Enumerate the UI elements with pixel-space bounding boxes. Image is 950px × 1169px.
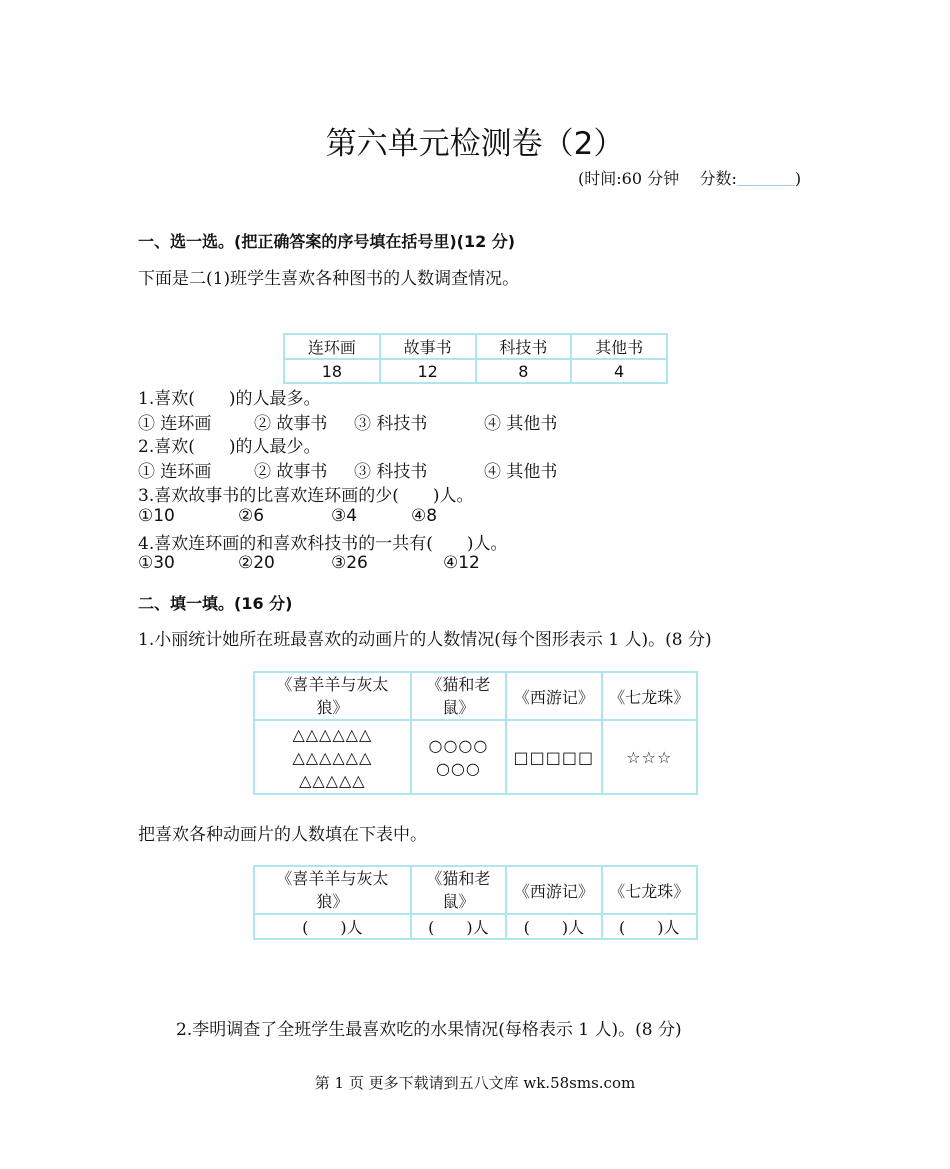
value-cell: 4	[571, 359, 667, 383]
header-cell: 连环画	[284, 334, 380, 359]
question-2-options	[138, 457, 557, 482]
value-cell: 18	[284, 359, 380, 383]
header-cell: 《西游记》	[506, 672, 601, 720]
option[interactable]: ① 连环画	[138, 462, 212, 482]
answer-blank-cell[interactable]: ( )人	[254, 914, 411, 939]
option[interactable]: ① 连环画	[138, 414, 212, 434]
circle-row: ○○○	[435, 759, 481, 778]
value-cell: 12	[380, 359, 476, 383]
close-paren: )	[794, 169, 802, 188]
option[interactable]: ④ 其他书	[484, 414, 558, 434]
answer-blank-cell[interactable]: ( )人	[602, 914, 697, 939]
triangle-tally-cell	[254, 720, 411, 794]
option[interactable]: ③4	[331, 506, 358, 526]
header-cell: 《七龙珠》	[602, 866, 697, 914]
option[interactable]: ② 故事书	[254, 414, 328, 434]
book-survey-table	[283, 333, 668, 384]
circle-row: ○○○○	[428, 736, 489, 755]
time-label: (时间:60 分钟	[578, 169, 680, 188]
triangle-row: △△△△△△	[292, 747, 373, 767]
value-cell: 8	[476, 359, 572, 383]
option[interactable]: ②6	[238, 506, 265, 526]
answer-blank-cell[interactable]: ( )人	[411, 914, 506, 939]
option[interactable]: ④8	[411, 506, 438, 526]
option[interactable]: ①30	[138, 553, 175, 573]
header-cell: 《喜羊羊与灰太 狼》	[254, 866, 411, 914]
section1-heading: 一、选一选。(把正确答案的序号填在括号里)(12 分)	[138, 232, 516, 251]
question-4-stem: 4.喜欢连环画的和喜欢科技书的一共有( )人。	[138, 534, 508, 554]
score-label: 分数:	[699, 169, 737, 188]
header-cell: 《猫和老 鼠》	[411, 866, 506, 914]
header-cell: 《七龙珠》	[602, 672, 697, 720]
option[interactable]: ③ 科技书	[354, 414, 428, 434]
score-blank[interactable]	[737, 171, 795, 186]
cartoon-tally-table	[253, 671, 698, 795]
page-footer: 第 1 页 更多下载请到五八文库 wk.58sms.com	[314, 1074, 636, 1092]
section2-heading: 二、填一填。(16 分)	[138, 594, 293, 613]
option[interactable]: ③ 科技书	[354, 462, 428, 482]
option[interactable]: ③26	[331, 553, 368, 573]
triangle-row: △△△△△	[299, 770, 366, 790]
option[interactable]: ④ 其他书	[484, 462, 558, 482]
section1-intro: 下面是二(1)班学生喜欢各种图书的人数调查情况。	[138, 269, 520, 289]
question-3-options	[138, 506, 437, 526]
section2-q1-stem: 1.小丽统计她所在班最喜欢的动画片的人数情况(每个图形表示 1 人)。(8 分)	[138, 630, 712, 650]
header-cell: 其他书	[571, 334, 667, 359]
question-3-stem: 3.喜欢故事书的比喜欢连环画的少( )人。	[138, 486, 474, 506]
header-cell: 故事书	[380, 334, 476, 359]
answer-blank-cell[interactable]: ( )人	[506, 914, 601, 939]
square-tally-cell: □□□□□	[506, 720, 601, 794]
question-4-options	[138, 553, 480, 573]
star-tally-cell: ☆☆☆	[602, 720, 697, 794]
question-1-stem: 1.喜欢( )的人最多。	[138, 389, 321, 409]
header-cell: 《喜羊羊与灰太 狼》	[254, 672, 411, 720]
header-cell: 《西游记》	[506, 866, 601, 914]
header-cell: 科技书	[476, 334, 572, 359]
fill-table-intro: 把喜欢各种动画片的人数填在下表中。	[138, 825, 427, 845]
section2-q2-stem: 2.李明调查了全班学生最喜欢吃的水果情况(每格表示 1 人)。(8 分)	[176, 1020, 682, 1040]
question-2-stem: 2.喜欢( )的人最少。	[138, 437, 321, 457]
header-cell: 《猫和老 鼠》	[411, 672, 506, 720]
question-1-options	[138, 409, 557, 434]
option[interactable]: ①10	[138, 506, 175, 526]
option[interactable]: ②20	[238, 553, 275, 573]
circle-tally-cell	[411, 720, 506, 794]
cartoon-fill-table	[253, 865, 698, 940]
option[interactable]: ④12	[443, 553, 480, 573]
option[interactable]: ② 故事书	[254, 462, 328, 482]
page-title: 第六单元检测卷（2）	[325, 126, 625, 162]
time-score-info	[578, 166, 801, 189]
triangle-row: △△△△△△	[292, 724, 373, 744]
